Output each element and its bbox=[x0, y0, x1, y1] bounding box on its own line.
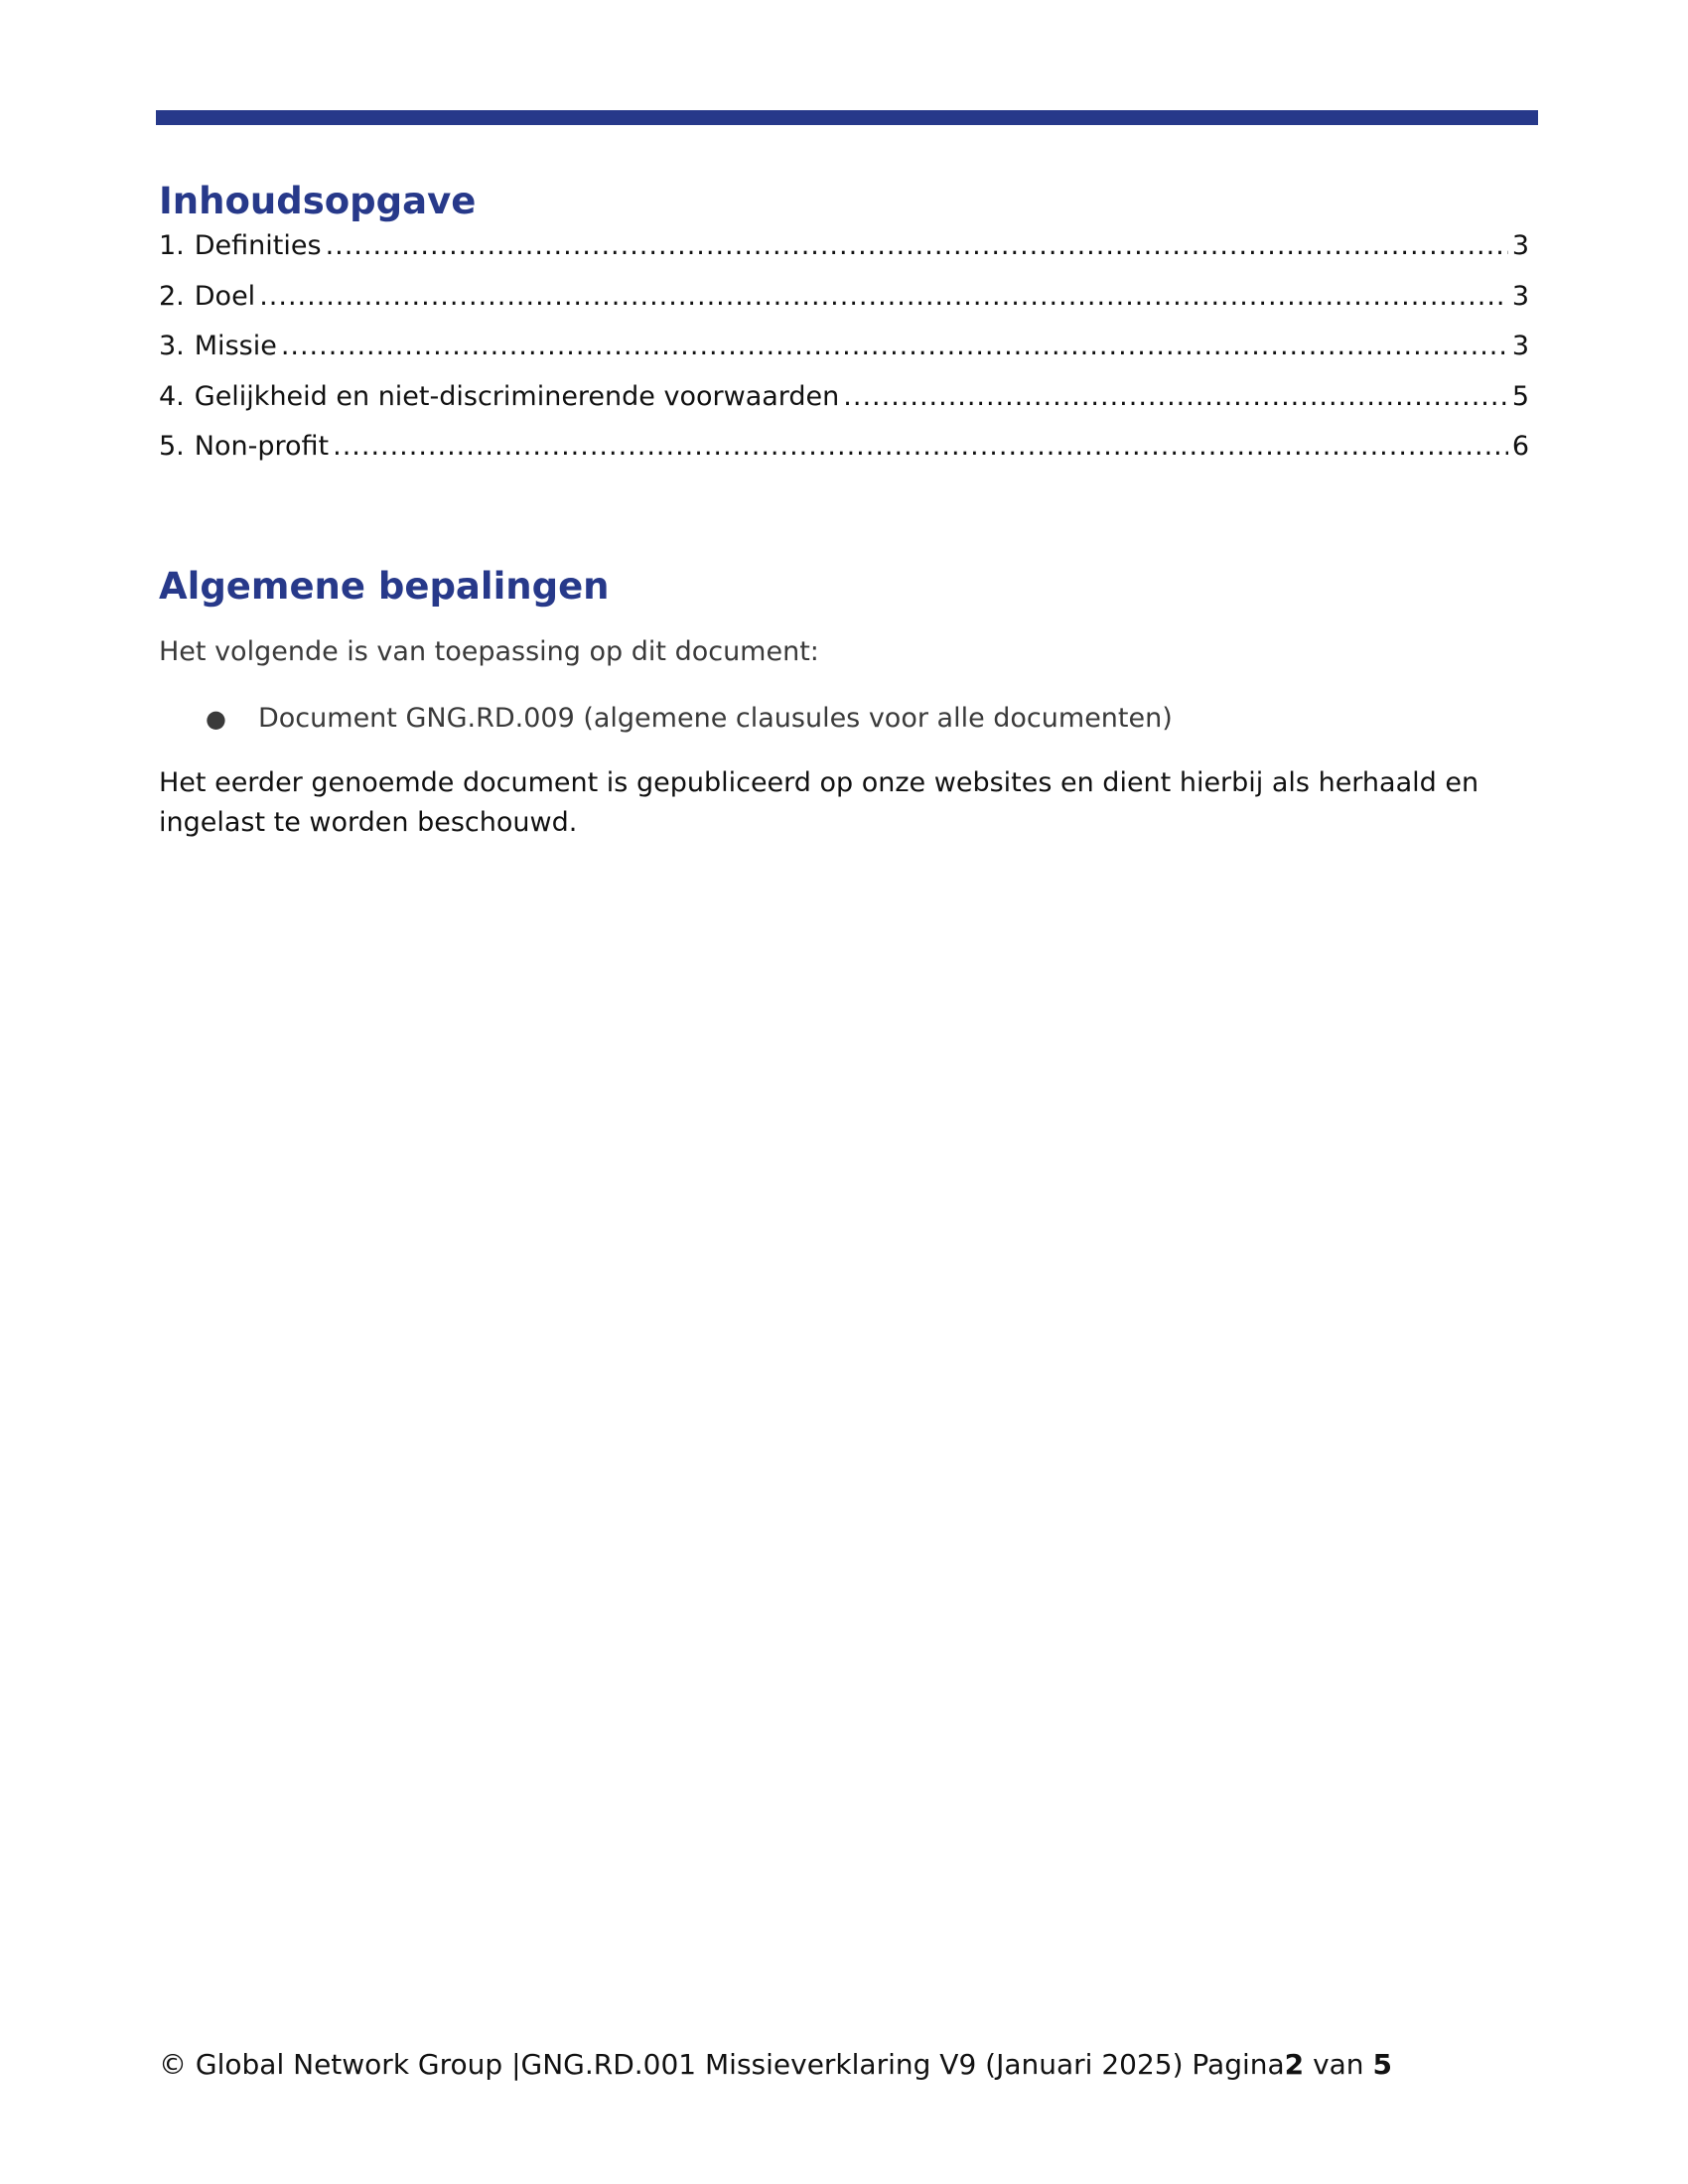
footer-van: van bbox=[1313, 2048, 1364, 2081]
toc-entry-number: 4. bbox=[159, 380, 185, 412]
general-provisions-heading: Algemene bepalingen bbox=[159, 565, 610, 608]
toc-entry-page: 6 bbox=[1511, 431, 1529, 462]
toc-leader-dots bbox=[259, 277, 1508, 317]
toc-leader-dots bbox=[281, 327, 1508, 366]
table-of-contents bbox=[159, 226, 1529, 478]
toc-entry-page: 5 bbox=[1511, 380, 1529, 412]
toc-leader-dots bbox=[843, 377, 1508, 417]
toc-entry[interactable] bbox=[159, 226, 1529, 277]
page-footer bbox=[159, 2045, 1392, 2085]
toc-leader-dots bbox=[326, 226, 1508, 266]
toc-entry[interactable] bbox=[159, 377, 1529, 428]
toc-entry-number: 2. bbox=[159, 280, 185, 312]
toc-entry[interactable] bbox=[159, 327, 1529, 377]
footer-page-total: 5 bbox=[1372, 2048, 1392, 2081]
header-rule bbox=[156, 110, 1538, 125]
closing-paragraph: Het eerder genoemde document is gepubliceerd op onze websites en dient hierbij als herhaald en ingelast te worden beschouwd. bbox=[159, 767, 1479, 838]
toc-entry-page: 3 bbox=[1511, 331, 1529, 361]
toc-entry-label: Doel bbox=[194, 280, 256, 312]
toc-entry-label: Non-profit bbox=[194, 431, 330, 462]
toc-entry-page: 3 bbox=[1511, 230, 1529, 261]
toc-entry-label: Definities bbox=[194, 230, 322, 261]
list-item bbox=[159, 699, 1173, 739]
toc-entry[interactable] bbox=[159, 427, 1529, 478]
toc-entry-label: Missie bbox=[194, 331, 277, 361]
toc-heading: Inhoudsopgave bbox=[159, 180, 477, 222]
bullet-icon: ● bbox=[206, 705, 226, 733]
footer-text: © Global Network Group |GNG.RD.001 Missieverklaring V9 (Januari 2025) Pagina bbox=[159, 2048, 1285, 2081]
intro-paragraph: Het volgende is van toepassing op dit document: bbox=[159, 636, 819, 667]
toc-entry-page: 3 bbox=[1511, 280, 1529, 312]
toc-entry-number: 5. bbox=[159, 431, 185, 462]
bullet-list bbox=[159, 699, 1173, 739]
toc-entry-number: 3. bbox=[159, 331, 185, 361]
toc-leader-dots bbox=[333, 427, 1508, 467]
toc-entry-number: 1. bbox=[159, 230, 185, 261]
bullet-text: Document GNG.RD.009 (algemene clausules voor alle documenten) bbox=[258, 703, 1173, 734]
footer-page-current: 2 bbox=[1284, 2048, 1305, 2081]
toc-entry-label: Gelijkheid en niet-discriminerende voorwaarden bbox=[194, 380, 840, 412]
toc-entry[interactable] bbox=[159, 277, 1529, 328]
